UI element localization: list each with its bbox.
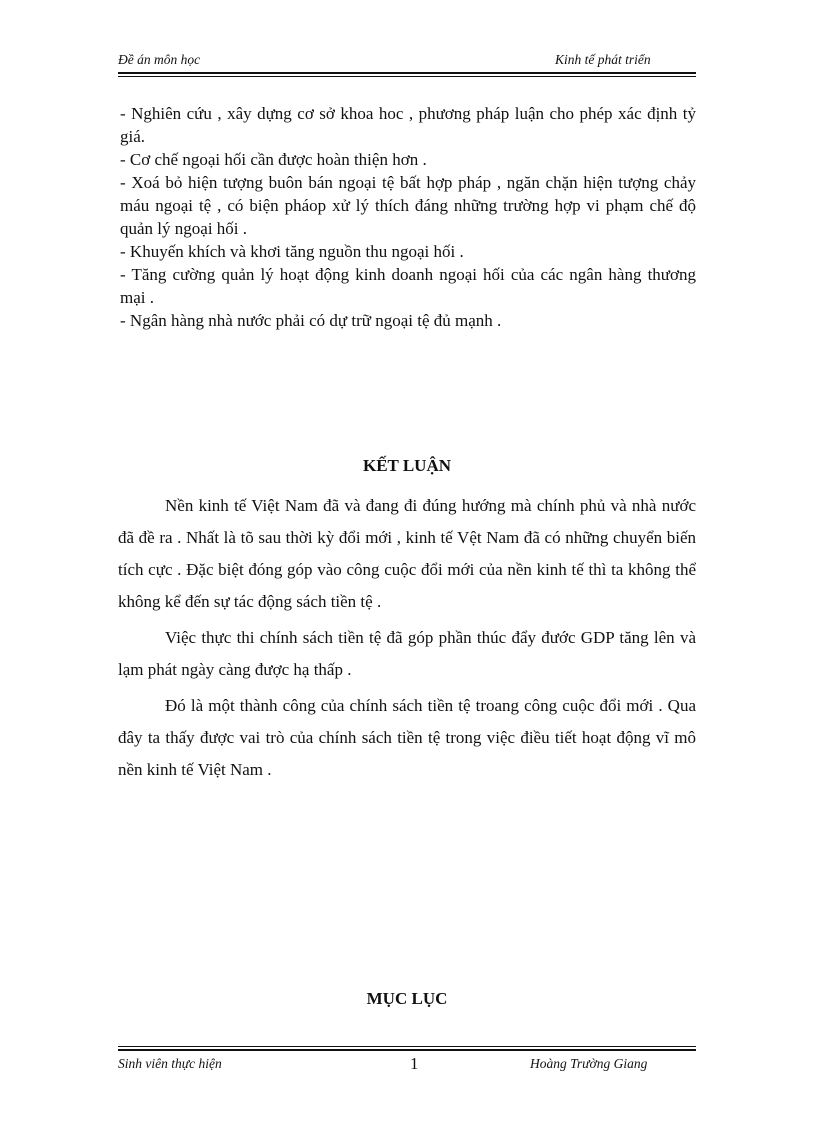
- header-subject: Kinh tế phát triển: [555, 52, 651, 67]
- list-item: - Tăng cường quản lý hoạt động kinh doanh ngoại hối của các ngân hàng thương mại .: [120, 265, 696, 307]
- conclusion-paragraph: Nền kinh tế Việt Nam đã và đang đi đúng hướng mà chính phủ và nhà nước đã đề ra . Nhất là tõ sau thời kỳ đổi mới , kinh tế Vệt Nam đã có những chuyển biến tích cực . Đặc biệt đóng góp vào công cuộc đổi mới của nền kinh tế thì ta không thể không kể đến sự tác động sách tiền tệ .: [118, 496, 696, 611]
- conclusion-paragraph: Việc thực thi chính sách tiền tệ đã góp phần thúc đẩy đước GDP tăng lên và lạm phát ngày càng được hạ thấp .: [118, 628, 696, 679]
- list-item: - Ngân hàng nhà nước phải có dự trữ ngoại tệ đủ mạnh .: [120, 311, 502, 330]
- list-item: - Cơ chế ngoại hối cần được hoàn thiện hơn .: [120, 150, 427, 169]
- page-header: [118, 50, 696, 72]
- conclusion-body: [118, 490, 696, 790]
- conclusion-paragraph: Đó là một thành công của chính sách tiền tệ troang công cuộc đổi mới . Qua đây ta thấy được vai trò của chính sách tiền tệ trong việc điều tiết hoạt động vĩ mô nền kinh tế Việt Nam .: [118, 696, 696, 779]
- list-item: - Khuyến khích và khơi tăng nguồn thu ngoại hối .: [120, 242, 464, 261]
- header-rule: [118, 72, 696, 74]
- page-footer: [118, 1054, 696, 1076]
- header-rule-thin: [118, 76, 696, 77]
- footer-author-name: Hoàng Trường Giang: [530, 1056, 648, 1071]
- footer-author-label: Sinh viên thực hiện: [118, 1056, 222, 1071]
- recommendation-list: [120, 102, 696, 332]
- footer-rule-thin: [118, 1046, 696, 1047]
- header-course: Đề án môn học: [118, 52, 201, 67]
- conclusion-heading: KẾT LUẬN: [362, 456, 451, 475]
- list-item: - Xoá bỏ hiện tượng buôn bán ngoại tệ bất hợp pháp , ngăn chặn hiện tượng chảy máu ngoại tệ , có biện pháop xử lý thích đáng những trường hợp vi phạm chế độ quản lý ngoại hối .: [120, 173, 696, 238]
- table-of-contents-heading: MỤC LỤC: [366, 989, 448, 1008]
- footer-rule: [118, 1049, 696, 1051]
- page-number: 1: [410, 1054, 419, 1073]
- list-item: - Nghiên cứu , xây dựng cơ sở khoa hoc , phương pháp luận cho phép xác định tỷ giá.: [120, 104, 696, 146]
